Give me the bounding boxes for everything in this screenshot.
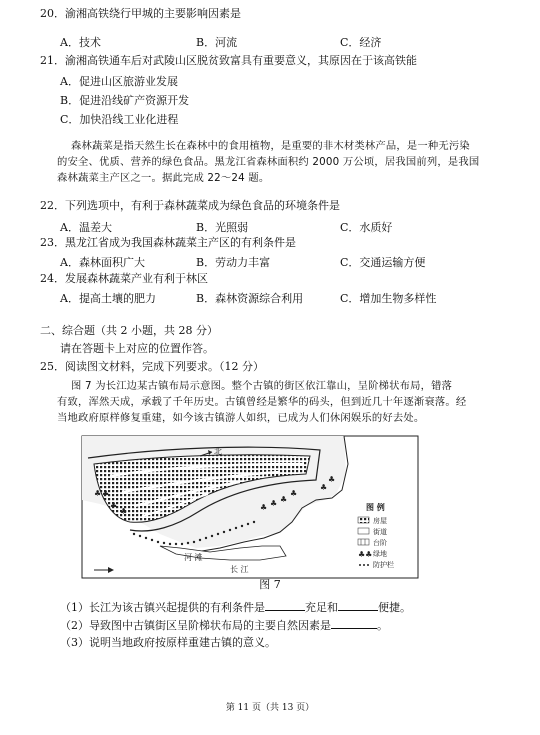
svg-text:♣: ♣ xyxy=(102,489,110,498)
q20-option-a: A．技术 xyxy=(60,36,101,49)
question-20: 20．渝湘高铁绕行甲城的主要影响因素是 xyxy=(40,7,241,20)
question-22: 22．下列选项中，有利于森林蔬菜成为绿色食品的环境条件是 xyxy=(40,199,340,212)
q22-option-b: B．光照弱 xyxy=(196,221,249,234)
passage-line: 森林蔬菜是指天然生长在森林中的食用植物，是重要的非木材类林产品，是一种无污染 xyxy=(71,140,470,152)
sq2-text-a: （2）导致图中古镇街区呈阶梯状布局的主要自然因素是 xyxy=(60,619,331,632)
q23-option-a: A．森林面积广大 xyxy=(60,256,145,269)
q21-option-b: B．促进沿线矿产资源开发 xyxy=(60,94,190,107)
legend-green: 绿地 xyxy=(373,550,387,558)
legend-swatch-street xyxy=(358,528,369,534)
question-24: 24．发展森林蔬菜产业有利于林区 xyxy=(40,272,208,285)
river-label: 长 江 xyxy=(230,565,249,574)
q23-option-b: B．劳动力丰富 xyxy=(196,256,271,269)
svg-text:♣: ♣ xyxy=(260,503,268,512)
q22-option-c: C．水质好 xyxy=(340,221,393,234)
svg-text:♣: ♣ xyxy=(110,501,118,510)
beach-label: 河 滩 xyxy=(184,553,203,562)
svg-text:♣: ♣ xyxy=(280,495,288,504)
legend-rail: 防护栏 xyxy=(373,561,394,569)
passage-ancient-town xyxy=(57,378,497,426)
sq1-text-b: 充足和 xyxy=(305,601,338,614)
q23-option-c: C．交通运输方便 xyxy=(340,256,426,269)
answer-blank-1[interactable] xyxy=(265,600,305,611)
svg-text:♣: ♣ xyxy=(328,475,336,484)
answer-blank-2[interactable] xyxy=(338,600,378,611)
subquestion-2 xyxy=(60,618,540,633)
legend-houses: 房屋 xyxy=(373,517,387,525)
legend-swatch-rail xyxy=(359,564,369,566)
question-23: 23．黑龙江省成为我国森林蔬菜主产区的有利条件是 xyxy=(40,236,296,249)
legend-street: 街道 xyxy=(373,528,387,536)
section-heading: 二、综合题（共 2 小题，共 28 分） xyxy=(40,324,218,337)
svg-text:♣: ♣ xyxy=(270,499,278,508)
svg-text:♣: ♣ xyxy=(120,507,128,516)
q20-option-b: B．河流 xyxy=(196,36,238,49)
sq2-text-b: 。 xyxy=(377,619,388,632)
town-layout-map xyxy=(80,434,420,580)
svg-text:♣: ♣ xyxy=(94,489,102,498)
svg-text:♣: ♣ xyxy=(320,483,328,492)
answer-blank-3[interactable] xyxy=(331,618,377,629)
passage-line: 有致，浑然天成，承载了千年历史。古镇曾经是繁华的码头，但到近几十年逐渐衰落。经 xyxy=(57,396,467,408)
q24-option-c: C．增加生物多样性 xyxy=(340,292,437,305)
legend-title: 图 例 xyxy=(366,503,385,512)
sq1-text-a: （1）长江为该古镇兴起提供的有利条件是 xyxy=(60,601,265,614)
question-25: 25．阅读图文材料，完成下列要求。（12 分） xyxy=(40,360,264,373)
legend-swatch-green: ♣♣ xyxy=(358,550,373,559)
north-label: 北 xyxy=(214,447,222,456)
passage-line: 当地政府原样修复重建，如今该古镇游人如织，已成为人们休闲娱乐的好去处。 xyxy=(57,412,425,424)
passage-line: 的安全、优质、营养的绿色食品。黑龙江省森林面积约 2000 万公顷，居我国前列，是我国 xyxy=(57,156,480,168)
q21-option-a: A．促进山区旅游业发展 xyxy=(60,75,178,88)
figure-caption: 图 7 xyxy=(259,578,281,591)
svg-text:♣: ♣ xyxy=(290,489,298,498)
subquestion-1 xyxy=(60,600,540,615)
q20-option-c: C．经济 xyxy=(340,36,382,49)
page-footer: 第 11 页（共 13 页） xyxy=(225,703,315,713)
passage-line: 图 7 为长江边某古镇布局示意图。整个古镇的街区依江靠山，呈阶梯状布局，错落 xyxy=(71,380,453,392)
legend-steps: 台阶 xyxy=(373,539,387,547)
legend-swatch-steps xyxy=(358,539,369,545)
q22-option-a: A．温差大 xyxy=(60,221,112,234)
legend-swatch-houses xyxy=(358,517,369,523)
passage-line: 森林蔬菜主产区之一。据此完成 22～24 题。 xyxy=(57,172,270,184)
sq1-text-c: 便捷。 xyxy=(378,601,411,614)
subquestion-3: （3）说明当地政府按原样重建古镇的意义。 xyxy=(60,636,276,649)
q24-option-b: B．森林资源综合利用 xyxy=(196,292,304,305)
q21-option-c: C．加快沿线工业化进程 xyxy=(60,113,179,126)
passage-forest-vegetables xyxy=(57,138,497,186)
q24-option-a: A．提高土壤的肥力 xyxy=(60,292,156,305)
section-note: 请在答题卡上对应的位置作答。 xyxy=(60,342,214,355)
question-21: 21．渝湘高铁通车后对武陵山区脱贫致富具有重要意义，其原因在于该高铁能 xyxy=(40,54,417,67)
